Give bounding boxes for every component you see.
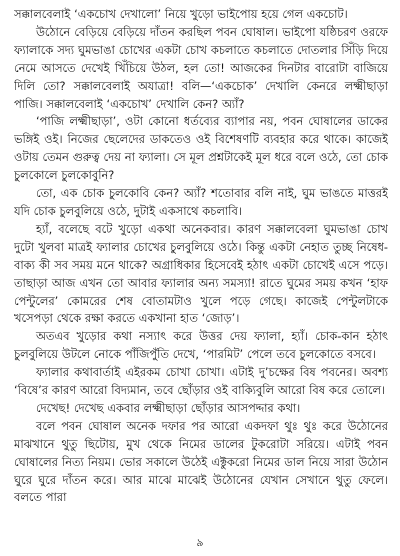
paragraph-7: ফ্যালার কথাবার্তাই এইরকম চোখা চোখা। এটাই দু’চক্ষের বিষ পবনের। অবশ্য ‘বিষে’র কারণ আরো বিদ্যমান, তবে ছোঁড়ার ওই বাক্যিবুলি আরো বিষ করে তোলে।: [14, 365, 388, 398]
page-number: ৯: [196, 536, 204, 549]
paragraph-9: বলে পবন ঘোষাল অনেক দফার পর আরো একদফা থুঃ থুঃ করে উঠোনের মাঝখানে থুতু ছিটোয়, মুখ থেকে নিমের ডালের টুকরোটা সরিয়ে। এটাই পবন ঘোষালের নিত্য নিয়ম। ভোর সকালে উঠেই এক্টুকরো নিমের ডাল নিয়ে সারা উঠোন ঘুরে ঘুরে দাঁতন করে। আর মাঝে মাঝেই উঠোনের যেখান সেখানে থুতু ফেলে। বলতে পারা: [14, 418, 388, 505]
paragraph-3: ‘পাজি লক্ষ্মীছাড়া’, ওটা কোনো ধর্তব্যের ব্যাপার নয়, পবন ঘোষালের ডাকের ভঙ্গিই ওই। নিজের ছেলেদের ডাকতেও ওই বিশেষণটি ব্যবহার করে থাকে। কাজেই ওটায় তেমন গুরুত্ব দেয় না ফ্যালা। সে মূল প্রশ্নটাকেই মূল ধরে বলে ওঠে, তো চোক চুলকোলে চুলকোবুনি?: [14, 114, 388, 183]
paragraph-5: হ্যাঁ, বলেছে বটে খুড়ো একথা অনেকবার। কারণ সক্কালবেলা ঘুমভাঙা চোখ দুটো খুলবা মাত্রই ফ্যালার চোখের চুলবুলিয়ে ওঠে। কিন্তু একটা নেহাত তুচ্ছ নিষেধ-বাক্য কী সব সময় মনে থাকে? অগ্রাধিকার হিসেবেই হঠাৎ একটা চোখেই এসে পড়ে। তাছাড়া আজ এখন তো আবার ফ্যালার অন্য সমস্যা! রাতে ঘুমের সময় কখন ‘হাফ পেন্টুলের’ কোমরের শেষ বোতামটাও খুলে পড়ে গেছে। কাজেই পেন্টুলটাকে খসেপড়া থেকে রক্ষা করতে একখানা হাত ‘জোড়’।: [14, 221, 388, 326]
paragraph-1: সক্কালবেলাই ‘একচোখ দেখালো’ নিয়ে খুড়ো ভাইপোয় হয়ে গেল একচোট।: [14, 7, 348, 21]
paragraph-6: অতএব খুড়োর কথা নস্যাৎ করে উত্তর দেয় ফ্যালা, হ্যাঁ। চোক-কান হঠাৎ চুলবুলিয়ে উটলে নোকে পাঁজিপুঁতি দেখে, ‘পারমিট’ পেলে তবে চুলকোতে বসবে।: [14, 329, 388, 362]
paragraph-4: তো, এক চোক চুলকোবি কেন? অ্যাঁ? শতোবার বলি নাই, ঘুম ভাঙতে মাত্তরই যদি চোক চুলবুলিয়ে ওঠে, দুটাই একসাথে কচলাবি।: [14, 186, 388, 218]
document-page: [14, 6, 388, 526]
paragraph-8: দেখেছ! দেখেছ একবার লক্ষ্মীছাড়া ছোঁড়ার আসপদ্দার কথা।: [36, 400, 301, 415]
paragraph-2: উঠোনে বেড়িয়ে বেড়িয়ে দাঁতন করছিল পবন ঘোষাল। ভাইপো যষ্ঠিচরণ ওরফে ফ্যালাকে সদ্য ঘুমভাঙা চোখের একটা চোখ কচলাতে কচলাতে দোতলার সিঁড়ি দিয়ে নেমে আসতে দেখেই খিঁচিয়ে উঠল, হল তো! আজকের দিনটার বারোটা বাজিয়ে দিলি তো? সক্কালবেলাই অযাত্রা! বলি—‘একচোক’ দেখালি কেনরে লক্ষ্মীছাড়া পাজি। সক্কালবেলাই ‘একচোখ’ দেখালি কেন? অ্যাঁ?: [14, 24, 388, 111]
